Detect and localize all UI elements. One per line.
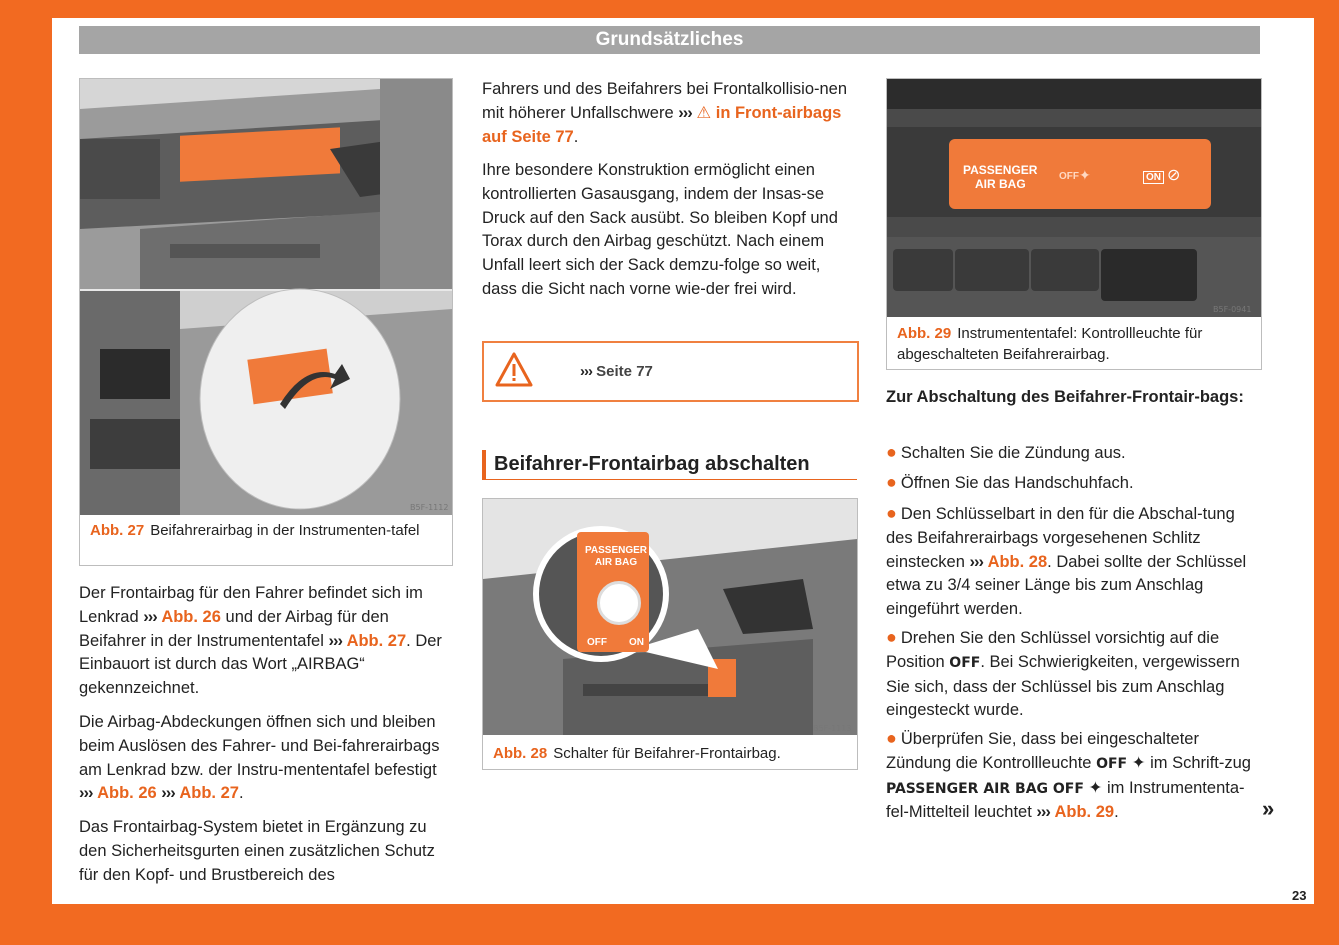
- panel-off-label: OFF: [1059, 171, 1079, 182]
- figure-28-caption: [493, 743, 847, 764]
- ref-abb-26[interactable]: Abb. 26: [161, 607, 221, 626]
- arrow-ref-icon: ›››: [328, 631, 342, 650]
- figure-28-code: B5F-1113: [813, 724, 852, 733]
- ref-abb-29[interactable]: Abb. 29: [1054, 803, 1115, 822]
- panel-label-line2: AIR BAG: [975, 177, 1026, 191]
- dashboard-illustration: [80, 79, 452, 515]
- switch-off-label: OFF: [587, 637, 607, 648]
- figure-29-code: B5F-0941: [1213, 305, 1252, 314]
- figure-27-image: [80, 79, 452, 515]
- figure-27-code: B5F-1112: [410, 503, 449, 512]
- bullet-dot-icon: ●: [886, 503, 897, 523]
- arrow-ref-icon: ›››: [969, 552, 983, 571]
- arrow-ref-icon: ›››: [1036, 803, 1050, 822]
- arrow-ref-icon: ›››: [143, 607, 157, 626]
- switch-label-line2: AIR BAG: [594, 557, 638, 568]
- arrow-ref-icon: ›››: [161, 784, 175, 803]
- step-3: ● Den Schlüsselbart in den für die Abschal-tung des Beifahrerairbags vorgesehenen Schlitz einstecken ››› Abb. 28. Dabei sollte der Schlüssel etwa zu 3/4 seiner Länge bis zum Anschlag eingeführt werden.: [886, 503, 1247, 619]
- instructions-heading: Zur Abschaltung des Beifahrer-Frontair-bags:: [886, 388, 1244, 406]
- figure-29-caption: [897, 323, 1251, 365]
- warning-reference[interactable]: ››› Seite 77: [580, 363, 653, 380]
- step-4: ● Drehen Sie den Schlüssel vorsichtig auf die Position OFF. Bei Schwierigkeiten, vergewissern Sie sich, dass der Schlüssel bis zum Anschlag eingesteckt wurde.: [886, 627, 1240, 720]
- figure-29-label: Abb. 29: [897, 325, 952, 342]
- arrow-ref-icon: ›››: [678, 103, 692, 122]
- figure-27-caption: [90, 520, 440, 541]
- section-title: Beifahrer-Frontairbag abschalten: [482, 450, 857, 480]
- panel-on-label: ON: [1143, 171, 1164, 184]
- warning-triangle-icon: [494, 351, 534, 389]
- figure-29-caption-text: Instrumententafel: Kontrollleuchte für abgeschalteten Beifahrerairbag.: [897, 325, 1203, 363]
- key-switch-knob: [597, 581, 641, 625]
- step-5: ● Überprüfen Sie, dass bei eingeschalteter Zündung die Kontrollleuchte OFF ✦ im Schrift-zug PASSENGER AIR BAG OFF ✦ im Instrumententa-fel-Mittelteil leuchtet ››› Abb. 29.: [886, 728, 1251, 822]
- figure-27: [79, 78, 453, 566]
- left-paragraph-2: Die Airbag-Abdeckungen öffnen sich und bleiben beim Auslösen des Fahrer- und Bei-fahrerairbags am Lenkrad bzw. der Instru-mententafel befestigt ››› Abb. 26 ››› Abb. 27.: [79, 713, 440, 803]
- bullet-dot-icon: ●: [886, 472, 897, 492]
- figure-29-image: [887, 79, 1261, 317]
- figure-27-label: Abb. 27: [90, 522, 145, 539]
- warning-triangle-icon: ⚠: [696, 103, 712, 122]
- ref-abb-28[interactable]: Abb. 28: [987, 552, 1048, 571]
- figure-28-label: Abb. 28: [493, 745, 548, 762]
- figure-28-image: [483, 499, 857, 735]
- center-console-illustration: [887, 79, 1261, 317]
- airbag-person-icon: ✦: [1088, 778, 1103, 797]
- left-paragraph-3: Das Frontairbag-System bietet in Ergänzung zu den Sicherheitsgurten einen zusätzlichen Schutz für den Kopf- und Brustbereich des: [79, 818, 435, 884]
- airbag-disabled-icon: ⊘: [1167, 167, 1181, 184]
- middle-paragraph-2: Ihre besondere Konstruktion ermöglicht einen kontrollierten Gasausgang, indem der Insas-se Druck auf den Sack ausübt. So bleiben Kopf und Torax durch den Airbag geschützt. Nach einem Unfall leert sich der Sack demzu-folge so weit, dass die Sicht nach vorne wie-der frei wird.: [482, 161, 838, 298]
- middle-paragraph-1: Fahrers und des Beifahrers bei Frontalkollisio-nen mit höherer Unfallschwere ››› ⚠ in Front-airbags auf Seite 77.: [482, 80, 848, 146]
- switch-on-label: ON: [629, 637, 644, 648]
- page-number: 23: [1292, 888, 1307, 903]
- passenger-airbag-off-label: PASSENGER AIR BAG OFF: [886, 780, 1084, 797]
- figure-27-caption-text: Beifahrerairbag in der Instrumenten-tafel: [150, 522, 420, 539]
- bullet-dot-icon: ●: [886, 728, 897, 748]
- ref-frontairbags[interactable]: in Front-airbags auf Seite 77: [482, 103, 842, 146]
- figure-29: [886, 78, 1262, 370]
- off-indicator-label: OFF: [1096, 755, 1128, 772]
- ref-abb-27[interactable]: Abb. 27: [346, 631, 407, 650]
- bullet-dot-icon: ●: [886, 627, 897, 647]
- figure-28: [482, 498, 858, 770]
- switch-label-line1: PASSENGER: [584, 545, 648, 556]
- ref-abb-26[interactable]: Abb. 26: [97, 784, 157, 803]
- step-1: ● Schalten Sie die Zündung aus.: [886, 442, 1126, 462]
- arrow-ref-icon: ›››: [580, 363, 592, 380]
- step-2: ● Öffnen Sie das Handschuhfach.: [886, 472, 1134, 492]
- left-paragraph-1: Der Frontairbag für den Fahrer befindet sich im Lenkrad ››› Abb. 26 und der Airbag für den Beifahrer in der Instrumententafel ››› Abb. 27. Der Einbauort ist durch das Wort „AIRBAG“ gekennzeichnet.: [79, 584, 442, 698]
- chapter-header: Grundsätzliches: [79, 26, 1260, 54]
- warning-box: [482, 341, 859, 402]
- continue-mark: »: [1262, 796, 1275, 821]
- off-position-label: OFF: [949, 654, 981, 671]
- bullet-dot-icon: ●: [886, 442, 897, 462]
- figure-28-caption-text: Schalter für Beifahrer-Frontairbag.: [553, 745, 781, 762]
- arrow-ref-icon: ›››: [79, 784, 93, 803]
- airbag-person-icon: ✦: [1079, 167, 1091, 183]
- glovebox-switch-illustration: [483, 499, 857, 735]
- ref-abb-27[interactable]: Abb. 27: [179, 784, 239, 803]
- airbag-person-icon: ✦: [1131, 753, 1146, 772]
- panel-label-line1: PASSENGER: [963, 163, 1038, 177]
